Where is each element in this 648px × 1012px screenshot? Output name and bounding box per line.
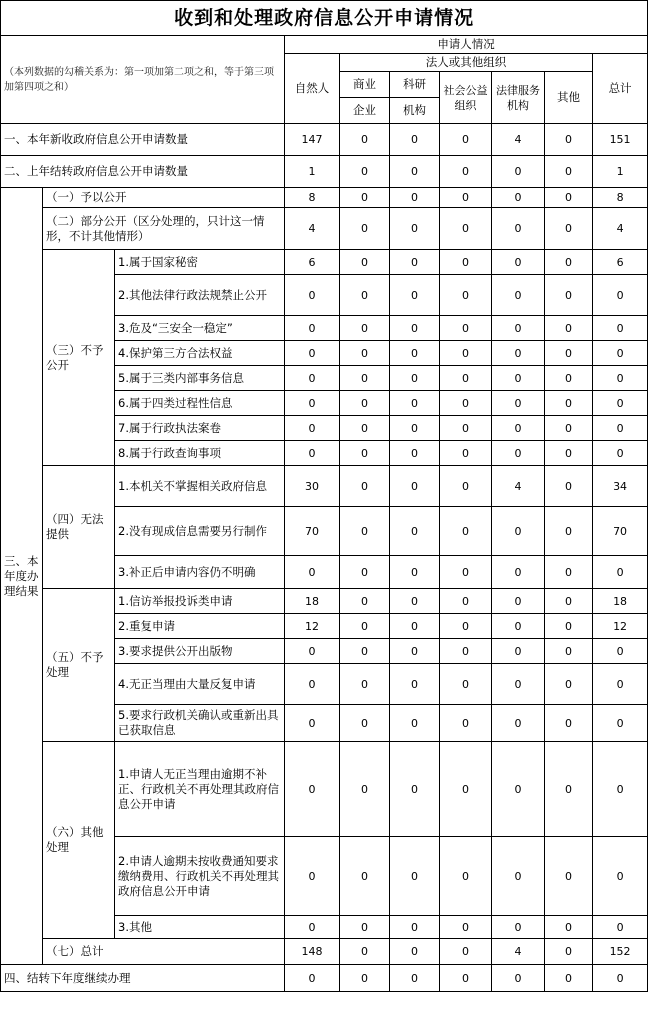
value-cell: 0 (440, 275, 492, 316)
table-row (1, 156, 648, 188)
value-cell: 0 (340, 614, 390, 639)
table-row (1, 466, 648, 507)
value-cell: 0 (340, 156, 390, 188)
value-cell: 0 (440, 916, 492, 939)
value-cell: 0 (440, 416, 492, 441)
value-cell: 0 (492, 316, 545, 341)
value-cell: 6 (285, 250, 340, 275)
group-label: （六）其他处理 (43, 742, 115, 939)
value-cell: 4 (492, 466, 545, 507)
item-label: 1.申请人无正当理由逾期不补正、行政机关不再处理其政府信息公开申请 (115, 742, 285, 837)
row-label: 二、上年结转政府信息公开申请数量 (1, 156, 285, 188)
value-cell: 0 (285, 664, 340, 705)
value-cell: 18 (285, 589, 340, 614)
value-cell: 0 (545, 742, 593, 837)
value-cell: 0 (440, 391, 492, 416)
value-cell: 0 (390, 341, 440, 366)
value-cell: 0 (390, 916, 440, 939)
value-cell: 0 (440, 366, 492, 391)
table-row (1, 124, 648, 156)
value-cell: 0 (593, 316, 648, 341)
value-cell: 0 (593, 965, 648, 992)
value-cell: 1 (285, 156, 340, 188)
value-cell: 0 (593, 556, 648, 589)
value-cell: 0 (492, 589, 545, 614)
value-cell: 0 (340, 275, 390, 316)
value-cell: 0 (545, 416, 593, 441)
value-cell: 0 (440, 939, 492, 965)
value-cell: 0 (593, 742, 648, 837)
value-cell: 0 (440, 639, 492, 664)
item-label: 3.要求提供公开出版物 (115, 639, 285, 664)
value-cell: 0 (340, 341, 390, 366)
value-cell: 0 (285, 391, 340, 416)
value-cell: 0 (285, 705, 340, 742)
header-natural-person: 自然人 (285, 54, 340, 124)
value-cell: 0 (492, 416, 545, 441)
section-3-label: 三、本年度办理结果 (1, 188, 43, 965)
value-cell: 0 (545, 366, 593, 391)
value-cell: 0 (492, 341, 545, 366)
item-label: 2.申请人逾期未按收费通知要求缴纳费用、行政机关不再处理其政府信息公开申请 (115, 837, 285, 916)
value-cell: 0 (545, 391, 593, 416)
header-total: 总计 (593, 54, 648, 124)
value-cell: 0 (390, 316, 440, 341)
value-cell: 0 (440, 188, 492, 208)
value-cell: 0 (390, 664, 440, 705)
value-cell: 0 (340, 250, 390, 275)
header-legal-org: 法人或其他组织 (340, 54, 593, 72)
value-cell: 0 (390, 250, 440, 275)
value-cell: 0 (545, 939, 593, 965)
value-cell: 0 (390, 156, 440, 188)
value-cell: 30 (285, 466, 340, 507)
item-label: 3.其他 (115, 916, 285, 939)
table-row (1, 250, 648, 275)
value-cell: 0 (285, 316, 340, 341)
value-cell: 0 (545, 466, 593, 507)
item-label: 1.本机关不掌握相关政府信息 (115, 466, 285, 507)
value-cell: 0 (545, 124, 593, 156)
value-cell: 0 (340, 916, 390, 939)
value-cell: 0 (492, 275, 545, 316)
value-cell: 0 (492, 705, 545, 742)
value-cell: 0 (593, 416, 648, 441)
value-cell: 0 (545, 589, 593, 614)
item-label: 1.信访举报投诉类申请 (115, 589, 285, 614)
value-cell: 0 (440, 208, 492, 250)
group-label: （四）无法提供 (43, 466, 115, 589)
value-cell: 0 (545, 188, 593, 208)
value-cell: 8 (285, 188, 340, 208)
group-label: （五）不予处理 (43, 589, 115, 742)
item-label: 6.属于四类过程性信息 (115, 391, 285, 416)
value-cell: 0 (390, 275, 440, 316)
value-cell: 0 (390, 837, 440, 916)
value-cell: 0 (492, 614, 545, 639)
item-label: 3.危及“三安全一稳定” (115, 316, 285, 341)
value-cell: 0 (340, 416, 390, 441)
value-cell: 0 (390, 366, 440, 391)
value-cell: 0 (285, 639, 340, 664)
value-cell: 0 (390, 742, 440, 837)
table-row (1, 939, 648, 965)
value-cell: 0 (390, 391, 440, 416)
value-cell: 0 (545, 275, 593, 316)
value-cell: 0 (492, 391, 545, 416)
value-cell: 0 (440, 965, 492, 992)
value-cell: 4 (492, 124, 545, 156)
value-cell: 0 (390, 441, 440, 466)
value-cell: 4 (492, 939, 545, 965)
row-label: 四、结转下年度继续办理 (1, 965, 285, 992)
value-cell: 0 (440, 589, 492, 614)
value-cell: 0 (492, 250, 545, 275)
value-cell: 0 (545, 316, 593, 341)
value-cell: 0 (545, 614, 593, 639)
value-cell: 0 (340, 837, 390, 916)
value-cell: 0 (440, 837, 492, 916)
value-cell: 0 (593, 366, 648, 391)
value-cell: 0 (593, 639, 648, 664)
value-cell: 0 (545, 705, 593, 742)
item-label: 5.属于三类内部事务信息 (115, 366, 285, 391)
value-cell: 152 (593, 939, 648, 965)
value-cell: 0 (492, 837, 545, 916)
value-cell: 0 (593, 664, 648, 705)
value-cell: 0 (492, 366, 545, 391)
header-research-bottom: 机构 (390, 98, 440, 124)
value-cell: 0 (545, 556, 593, 589)
item-label: 5.要求行政机关确认或重新出具已获取信息 (115, 705, 285, 742)
value-cell: 0 (390, 965, 440, 992)
item-label: 2.没有现成信息需要另行制作 (115, 507, 285, 556)
value-cell: 0 (440, 316, 492, 341)
value-cell: 0 (285, 837, 340, 916)
value-cell: 0 (340, 188, 390, 208)
item-label: 4.无正当理由大量反复申请 (115, 664, 285, 705)
value-cell: 0 (285, 416, 340, 441)
value-cell: 0 (340, 556, 390, 589)
value-cell: 0 (390, 416, 440, 441)
value-cell: 0 (492, 507, 545, 556)
value-cell: 0 (440, 250, 492, 275)
value-cell: 0 (390, 939, 440, 965)
value-cell: 0 (545, 965, 593, 992)
value-cell: 0 (285, 441, 340, 466)
value-cell: 0 (440, 556, 492, 589)
value-cell: 18 (593, 589, 648, 614)
value-cell: 0 (492, 188, 545, 208)
item-label: 7.属于行政执法案卷 (115, 416, 285, 441)
row-label: （七）总计 (43, 939, 285, 965)
table-row (1, 188, 648, 208)
table-row (1, 742, 648, 837)
value-cell: 0 (593, 705, 648, 742)
header-legal-service: 法律服务机构 (492, 72, 545, 124)
value-cell: 0 (440, 705, 492, 742)
value-cell: 0 (390, 556, 440, 589)
value-cell: 0 (593, 341, 648, 366)
value-cell: 0 (440, 441, 492, 466)
value-cell: 0 (285, 275, 340, 316)
value-cell: 0 (340, 366, 390, 391)
value-cell: 0 (545, 341, 593, 366)
group-label: （三）不予公开 (43, 250, 115, 466)
value-cell: 0 (545, 916, 593, 939)
value-cell: 151 (593, 124, 648, 156)
value-cell: 147 (285, 124, 340, 156)
table-row (1, 965, 648, 992)
value-cell: 0 (390, 466, 440, 507)
header-applicant-situation: 申请人情况 (285, 36, 648, 54)
value-cell: 0 (390, 208, 440, 250)
value-cell: 0 (390, 705, 440, 742)
header-commercial-top: 商业 (340, 72, 390, 98)
value-cell: 6 (593, 250, 648, 275)
value-cell: 0 (492, 208, 545, 250)
value-cell: 0 (340, 742, 390, 837)
value-cell: 0 (390, 507, 440, 556)
value-cell: 0 (340, 589, 390, 614)
value-cell: 0 (492, 556, 545, 589)
table-row (1, 589, 648, 614)
value-cell: 0 (340, 965, 390, 992)
value-cell: 0 (340, 441, 390, 466)
item-label: 2.重复申请 (115, 614, 285, 639)
value-cell: 0 (545, 837, 593, 916)
value-cell: 8 (593, 188, 648, 208)
value-cell: 4 (285, 208, 340, 250)
header-note: （本列数据的勾稽关系为：第一项加第二项之和，等于第三项加第四项之和） (1, 36, 285, 124)
value-cell: 0 (340, 939, 390, 965)
header-other: 其他 (545, 72, 593, 124)
value-cell: 0 (340, 208, 390, 250)
item-label: 1.属于国家秘密 (115, 250, 285, 275)
value-cell: 0 (390, 188, 440, 208)
value-cell: 0 (492, 639, 545, 664)
item-label: 8.属于行政查询事项 (115, 441, 285, 466)
table-row (1, 208, 648, 250)
value-cell: 0 (593, 916, 648, 939)
value-cell: 0 (440, 614, 492, 639)
value-cell: 0 (340, 391, 390, 416)
value-cell: 0 (593, 837, 648, 916)
value-cell: 148 (285, 939, 340, 965)
value-cell: 70 (285, 507, 340, 556)
value-cell: 0 (340, 124, 390, 156)
header-research-top: 科研 (390, 72, 440, 98)
value-cell: 34 (593, 466, 648, 507)
value-cell: 0 (593, 391, 648, 416)
value-cell: 0 (285, 556, 340, 589)
value-cell: 0 (285, 916, 340, 939)
value-cell: 0 (545, 250, 593, 275)
item-label: 2.其他法律行政法规禁止公开 (115, 275, 285, 316)
header-commercial-bottom: 企业 (340, 98, 390, 124)
value-cell: 0 (440, 507, 492, 556)
value-cell: 0 (285, 366, 340, 391)
value-cell: 0 (545, 441, 593, 466)
value-cell: 0 (340, 316, 390, 341)
value-cell: 0 (545, 639, 593, 664)
value-cell: 0 (285, 341, 340, 366)
value-cell: 0 (340, 639, 390, 664)
value-cell: 0 (492, 156, 545, 188)
value-cell: 0 (492, 916, 545, 939)
value-cell: 0 (440, 124, 492, 156)
header-social: 社会公益组织 (440, 72, 492, 124)
value-cell: 0 (492, 965, 545, 992)
value-cell: 70 (593, 507, 648, 556)
value-cell: 4 (593, 208, 648, 250)
value-cell: 0 (340, 705, 390, 742)
value-cell: 0 (340, 466, 390, 507)
value-cell: 0 (340, 507, 390, 556)
value-cell: 0 (492, 742, 545, 837)
row-label: 一、本年新收政府信息公开申请数量 (1, 124, 285, 156)
value-cell: 0 (440, 341, 492, 366)
value-cell: 0 (390, 614, 440, 639)
value-cell: 0 (545, 507, 593, 556)
value-cell: 0 (492, 664, 545, 705)
value-cell: 12 (593, 614, 648, 639)
value-cell: 0 (545, 208, 593, 250)
value-cell: 0 (545, 156, 593, 188)
value-cell: 0 (285, 965, 340, 992)
row-label: （一）予以公开 (43, 188, 285, 208)
value-cell: 12 (285, 614, 340, 639)
value-cell: 0 (440, 742, 492, 837)
value-cell: 0 (390, 589, 440, 614)
value-cell: 0 (492, 441, 545, 466)
value-cell: 0 (593, 441, 648, 466)
value-cell: 0 (340, 664, 390, 705)
row-label: （二）部分公开（区分处理的，只计这一情形，不计其他情形） (43, 208, 285, 250)
table-title: 收到和处理政府信息公开申请情况 (1, 1, 648, 36)
item-label: 4.保护第三方合法权益 (115, 341, 285, 366)
value-cell: 0 (545, 664, 593, 705)
value-cell: 0 (390, 124, 440, 156)
value-cell: 0 (440, 664, 492, 705)
value-cell: 0 (440, 156, 492, 188)
item-label: 3.补正后申请内容仍不明确 (115, 556, 285, 589)
value-cell: 0 (390, 639, 440, 664)
value-cell: 0 (440, 466, 492, 507)
value-cell: 0 (593, 275, 648, 316)
value-cell: 1 (593, 156, 648, 188)
value-cell: 0 (285, 742, 340, 837)
